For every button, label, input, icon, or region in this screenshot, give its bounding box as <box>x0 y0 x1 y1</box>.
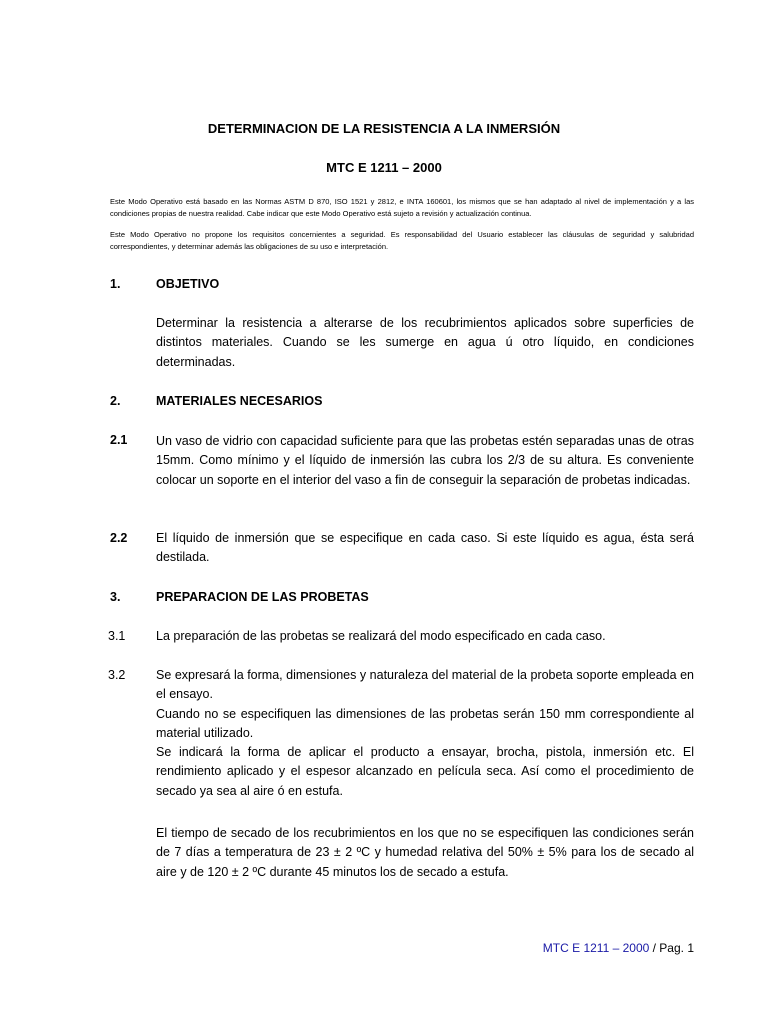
item-3-2-number: 3.2 <box>108 668 126 682</box>
section-3-number: 3. <box>110 590 121 604</box>
item-3-2-line-2: Cuando no se especifiquen las dimensiones de las probetas serán 150 mm correspondiente al material utilizado. <box>156 706 694 740</box>
item-3-2-line-1: Se expresará la forma, dimensiones y naturaleza del material de la probeta soporte empleada en el ensayo. <box>156 668 694 702</box>
page-footer <box>543 941 694 955</box>
item-3-1-number: 3.1 <box>108 629 126 643</box>
item-2-1-number: 2.1 <box>110 433 128 447</box>
intro-block <box>110 196 694 262</box>
footer-code: MTC E 1211 – 2000 <box>542 941 650 955</box>
intro-paragraph-2: Este Modo Operativo no propone los requisitos concernientes a seguridad. Es responsabilidad del Usuario establecer las cláusulas de seguridad y salubridad correspondientes, y determinar además las obligaciones de su uso e interpretación. <box>110 230 694 251</box>
section-2-heading: MATERIALES NECESARIOS <box>156 394 323 408</box>
section-1-text: Determinar la resistencia a alterarse de los recubrimientos aplicados sobre superficies de distintos materiales. Cuando se les sumerge en agua ú otro líquido, en condiciones determinadas. <box>156 316 694 369</box>
intro-paragraph-1: Este Modo Operativo está basado en las Normas ASTM D 870, ISO 1521 y 2812, e INTA 160601, los mismos que se han adaptado al nivel de implementación y a las condiciones propias de nuestra realidad. Cabe indicar que este Modo Operativo está sujeto a revisión y actualización continua. <box>110 197 694 218</box>
item-2-1-text: Un vaso de vidrio con capacidad suficiente para que las probetas estén separadas unas de otras 15mm. Como mínimo y el líquido de inmersión las cubra los 2/3 de su altura. Es conveniente colocar un soporte en el interior del vaso a fin de conseguir la separación de probetas indicadas. <box>156 434 694 487</box>
item-2-2-number: 2.2 <box>110 531 128 545</box>
section-1-number: 1. <box>110 277 121 291</box>
item-3-2-drying-text: El tiempo de secado de los recubrimientos en los que no se especifiquen las condiciones serán de 7 días a temperatura de 23 ± 2 ºC y humedad relativa del 50% ± 5% para los de secado al aire y de 120 ± 2 ºC durante 45 minutos los de secado a estufa. <box>156 826 694 879</box>
footer-page: / Pag. 1 <box>649 941 694 955</box>
document-code: MTC E 1211 – 2000 <box>326 160 442 175</box>
document-title: DETERMINACION DE LA RESISTENCIA A LA INMERSIÓN <box>207 121 561 136</box>
section-2-number: 2. <box>110 394 121 408</box>
section-1-heading: OBJETIVO <box>156 277 220 291</box>
item-3-1-text: La preparación de las probetas se realizará del modo especificado en cada caso. <box>156 629 606 643</box>
item-2-2-text: El líquido de inmersión que se especifique en cada caso. Si este líquido es agua, ésta será destilada. <box>156 531 694 565</box>
section-3-heading: PREPARACION DE LAS PROBETAS <box>156 590 369 604</box>
item-3-2-line-3: Se indicará la forma de aplicar el producto a ensayar, brocha, pistola, inmersión etc. El rendimiento aplicado y el espesor alcanzado en película seca. Así como el procedimiento de secado ya sea al aire ó en estufa. <box>156 745 694 798</box>
item-3-2-text <box>156 666 694 801</box>
